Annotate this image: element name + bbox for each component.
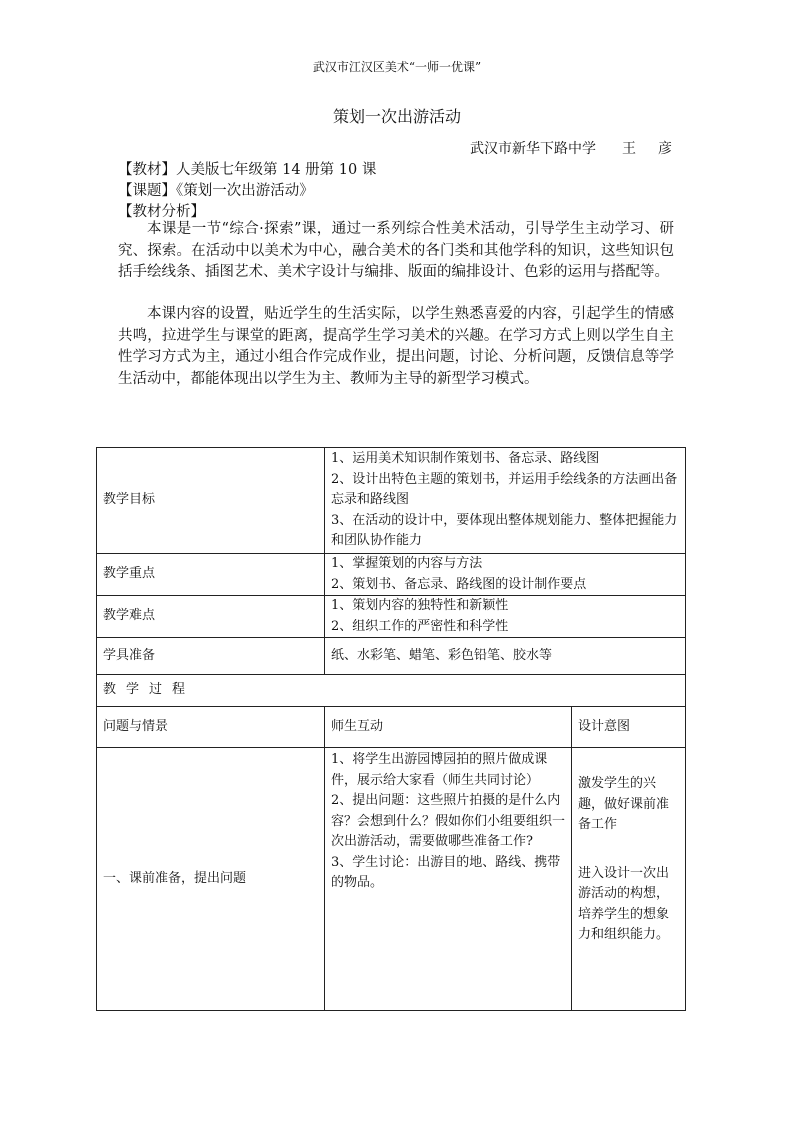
row-goals: [97, 448, 686, 554]
goals-content: [325, 448, 686, 554]
analysis-paragraph-2: 本课内容的设置，贴近学生的生活实际，以学生熟悉喜爱的内容，引起学生的情感共鸣，拉进学生与课堂的距离，提高学生学习美术的兴趣。在学习方式上则以学生自主性学习方式为主，通过小组合作完成作业，提出问题，讨论、分析问题，反馈信息等学生活动中，都能体现出以学生为主、教师为主导的新型学习模式。: [118, 306, 674, 387]
keypoints-content: [325, 554, 686, 596]
row-difficulties: [97, 596, 686, 638]
difficulty-item: 1、策划内容的独特性和新颖性: [331, 598, 509, 613]
interaction-item: 3、学生讨论：出游目的地、路线、携带的物品。: [331, 854, 561, 890]
intent-cell: [572, 748, 686, 1011]
difficulties-content: [325, 596, 686, 638]
intent-item: 进入设计一次出游活动的构想，培养学生的想象力和组织能力。: [578, 865, 670, 942]
intent-item: 激发学生的兴趣，做好课前准备工作: [578, 776, 670, 832]
scene-cell: 一、课前准备，提出问题: [97, 748, 325, 1011]
column-header-intent: 设计意图: [572, 707, 686, 748]
row-process-step-1: [97, 748, 686, 1011]
materials-content: 纸、水彩笔、蜡笔、彩色铅笔、胶水等: [325, 638, 686, 675]
row-process-heading: [97, 675, 686, 707]
author-given-name: 彦: [658, 141, 672, 157]
row-column-headers: [97, 707, 686, 748]
interaction-cell: [325, 748, 572, 1011]
column-header-scene: 问题与情景: [97, 707, 325, 748]
author-line: [470, 138, 672, 158]
goal-item: 1、运用美术知识制作策划书、备忘录、路线图: [331, 451, 600, 467]
keypoints-label: 教学重点: [97, 554, 325, 596]
page-header: 武汉市江汉区美术“一师一优课”: [312, 60, 482, 74]
column-header-interaction: 师生互动: [325, 707, 572, 748]
process-heading: 教学过程: [97, 675, 686, 707]
difficulty-item: 2、组织工作的严密性和科学性: [331, 618, 509, 634]
row-materials: [97, 638, 686, 675]
meta-textbook: 【教材】人美版七年级第 14 册第 10 课: [118, 162, 377, 178]
author-surname: 王: [622, 141, 636, 157]
goal-item: 2、设计出特色主题的策划书，并运用手绘线条的方法画出备忘录和路线图: [331, 471, 678, 508]
document-title: 策划一次出游活动: [332, 107, 461, 126]
goals-label: 教学目标: [97, 448, 325, 554]
keypoint-item: 1、掌握策划的内容与方法: [331, 556, 483, 571]
materials-label: 学具准备: [97, 638, 325, 675]
meta-analysis-heading: 【教材分析】: [118, 204, 205, 220]
keypoint-item: 2、策划书、备忘录、路线图的设计制作要点: [331, 576, 587, 592]
row-keypoints: [97, 554, 686, 596]
analysis-paragraph-1: 本课是一节“综合·探索”课，通过一系列综合性美术活动，引导学生主动学习、研究、探索。在活动中以美术为中心，融合美术的各门类和其他学科的知识，这些知识包括手绘线条、插图艺术、美术字设计与编排、版面的编排设计、色彩的运用与搭配等。: [118, 221, 674, 280]
interaction-item: 2、提出问题：这些照片拍摄的是什么内容？会想到什么？假如你们小组要组织一次出游活动，需要做哪些准备工作?: [331, 793, 566, 849]
difficulties-label: 教学难点: [97, 596, 325, 638]
interaction-item: 1、将学生出游园博园拍的照片做成课件，展示给大家看（师生共同讨论）: [331, 752, 548, 788]
goal-item: 3、在活动的设计中，要体现出整体规划能力、整体把握能力和团队协作能力: [331, 512, 678, 549]
author-school: 武汉市新华下路中学: [470, 141, 596, 157]
lesson-plan-table: [96, 447, 686, 1011]
meta-topic: 【课题】《策划一次出游活动》: [118, 183, 314, 199]
